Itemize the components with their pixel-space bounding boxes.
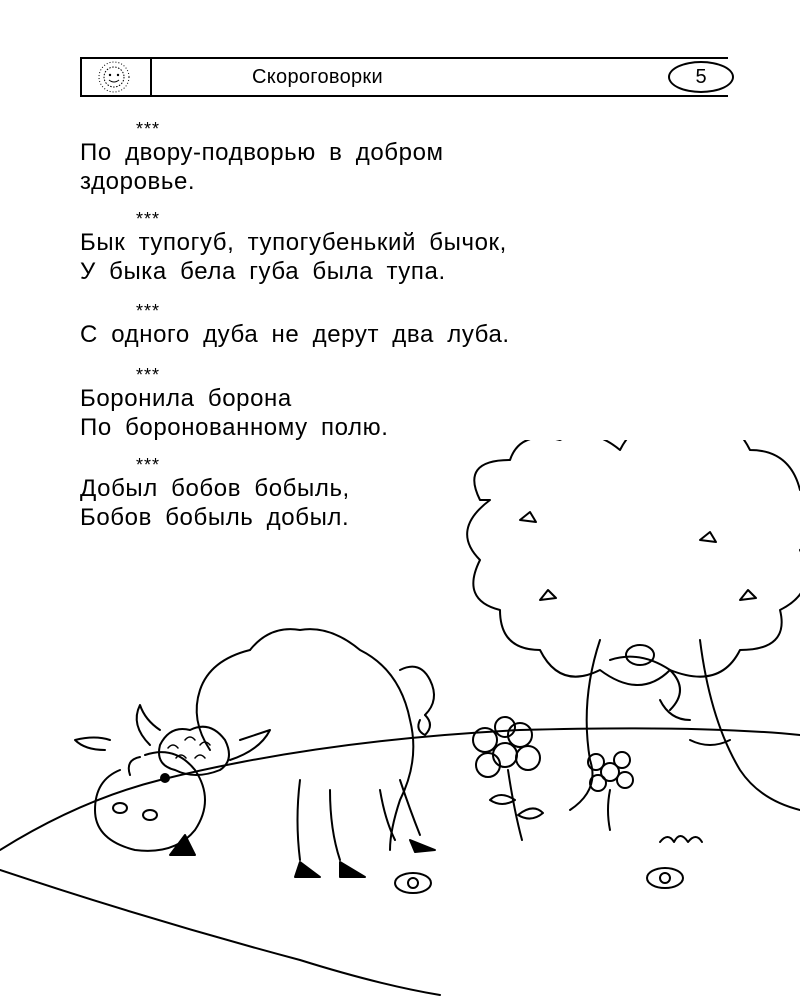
stanza-2	[80, 210, 507, 286]
stanza-line: По двору-подворью в добром	[80, 139, 444, 166]
stanza-marker: ***	[136, 455, 161, 475]
page-header	[80, 57, 728, 99]
stanza-3	[80, 302, 510, 349]
sun-badge	[80, 57, 152, 97]
stanza-marker: ***	[136, 301, 161, 321]
hill-outline	[0, 870, 440, 995]
stanza-line: С одного дуба не дерут два луба.	[80, 321, 510, 348]
stanza-line: здоровье.	[80, 168, 196, 195]
flowers-icon	[395, 717, 702, 893]
stanza-line: Бык тупогуб, тупогубенький бычок,	[80, 229, 507, 256]
stanza-line: По боронованному полю.	[80, 414, 389, 441]
title-bar	[152, 57, 728, 97]
stanza-4	[80, 366, 388, 442]
stanza-line: Добыл бобов бобыль,	[80, 475, 350, 502]
stanza-line: Бобов бобыль добыл.	[80, 504, 350, 531]
stanza-1	[80, 120, 444, 196]
page-title: Скороговорки	[252, 66, 383, 88]
stanza-line: Боронила борона	[80, 385, 292, 412]
coloring-illustration	[0, 440, 800, 1000]
stanza-marker: ***	[136, 119, 161, 139]
page-number: 5	[668, 61, 734, 93]
bull-icon	[75, 629, 435, 877]
stanza-marker: ***	[136, 365, 161, 385]
sun-icon	[82, 59, 150, 95]
hill-outline	[0, 728, 800, 850]
stanza-marker: ***	[136, 209, 161, 229]
stanza-line: У быка бела губа была тупа.	[80, 258, 446, 285]
